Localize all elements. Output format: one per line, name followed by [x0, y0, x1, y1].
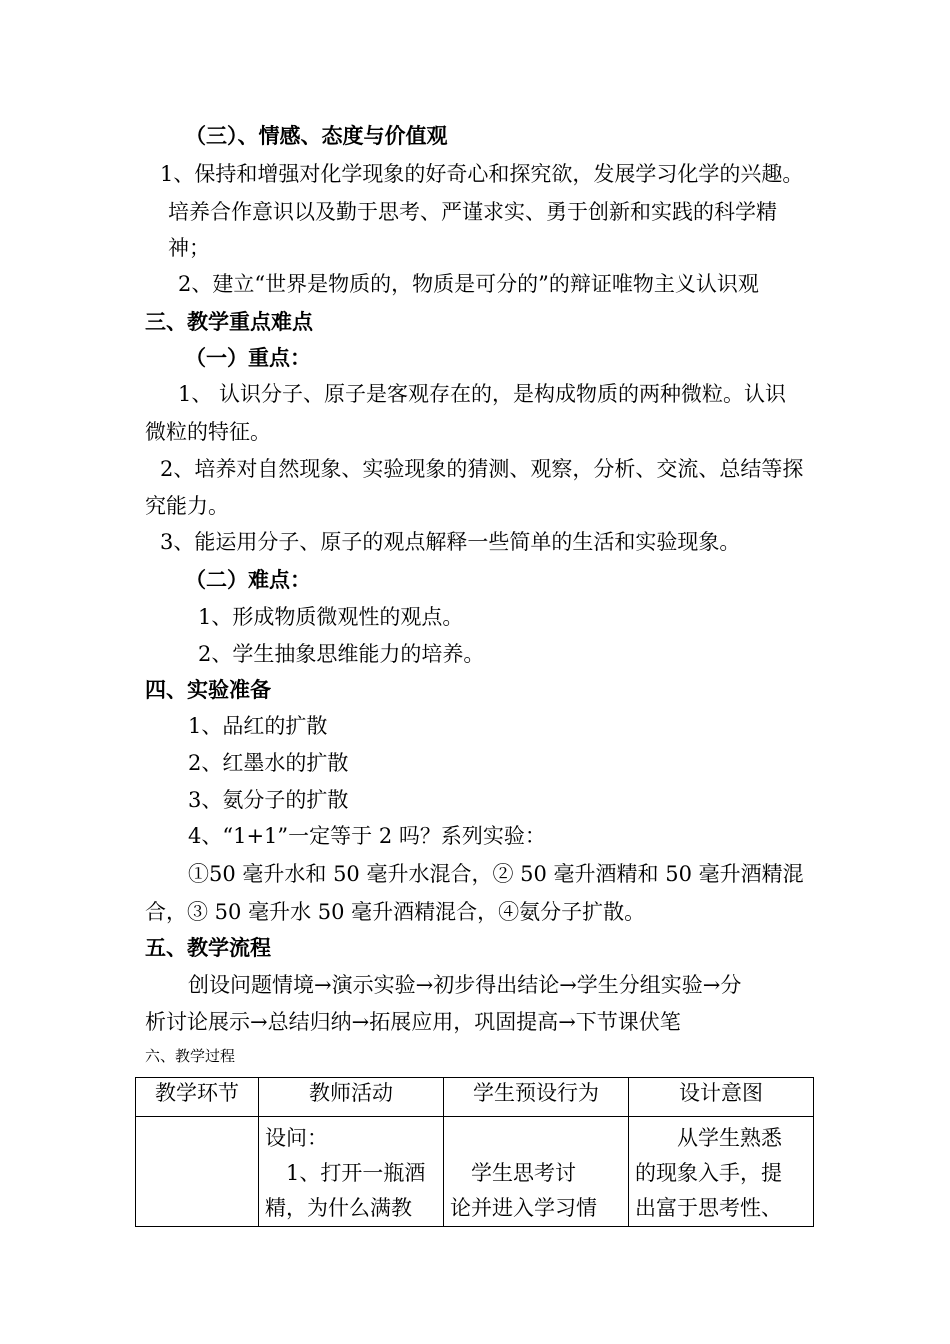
section-heading: 四、实验准备: [145, 677, 271, 702]
cell-line: 学生思考讨: [450, 1161, 576, 1185]
teaching-process-table: [135, 1077, 814, 1227]
cell-line: 出富于思考性、: [635, 1196, 782, 1220]
paragraph-line: 创设问题情境→演示实验→初步得出结论→学生分组实验→分: [188, 973, 742, 997]
paragraph-line: 2、培养对自然现象、实验现象的猜测、观察，分析、交流、总结等探: [160, 457, 804, 481]
list-item: 2、红墨水的扩散: [188, 751, 349, 775]
subsection-title: （一）重点：: [185, 345, 311, 370]
table-header-row: [136, 1078, 814, 1117]
paragraph-line: 培养合作意识以及勤于思考、严谨求实、勇于创新和实践的科学精: [168, 200, 777, 224]
section-heading: 三、教学重点难点: [145, 309, 313, 334]
paragraph-line: 3、能运用分子、原子的观点解释一些简单的生活和实验现象。: [160, 530, 741, 554]
paragraph-line: 神；: [168, 236, 210, 260]
cell-line: 的现象入手，提: [635, 1161, 782, 1185]
section-heading: 五、教学流程: [145, 935, 271, 960]
list-item: 合，③ 50 毫升水 50 毫升酒精混合，④氨分子扩散。: [145, 900, 646, 924]
teacher-activity-cell: [259, 1117, 444, 1227]
cell-line: 精，为什么满教: [265, 1196, 412, 1220]
paragraph-line: 1、保持和增强对化学现象的好奇心和探究欲，发展学习化学的兴趣。: [160, 162, 804, 186]
list-item: 3、氨分子的扩散: [188, 788, 349, 812]
paragraph-line: 2、建立“世界是物质的，物质是可分的”的辩证唯物主义认识观: [178, 272, 759, 296]
list-item: ①50 毫升水和 50 毫升水混合，② 50 毫升酒精和 50 毫升酒精混: [188, 862, 804, 886]
list-item: 4、“1+1”一定等于 2 吗？系列实验：: [188, 824, 546, 848]
design-intent-cell: [629, 1117, 814, 1227]
list-item: 1、品红的扩散: [188, 714, 328, 738]
student-behavior-cell: [444, 1117, 629, 1227]
paragraph-line: 究能力。: [145, 494, 229, 518]
header-cell: 教学环节: [136, 1078, 259, 1117]
section-heading-small: 六、教学过程: [145, 1047, 236, 1065]
paragraph-line: 1、形成物质微观性的观点。: [198, 605, 464, 629]
cell-line: 从学生熟悉: [635, 1126, 782, 1150]
paragraph-line: 析讨论展示→总结归纳→拓展应用，巩固提高→下节课伏笔: [145, 1010, 681, 1034]
cell-line: [444, 1117, 628, 1156]
stage-cell: [136, 1117, 259, 1227]
cell-line: 1、打开一瓶酒: [265, 1161, 426, 1185]
header-cell: 设计意图: [629, 1078, 814, 1117]
paragraph-line: 1、 认识分子、原子是客观存在的，是构成物质的两种微粒。认识: [178, 382, 787, 406]
paragraph-line: 微粒的特征。: [145, 420, 271, 444]
paragraph-line: 2、学生抽象思维能力的培养。: [198, 642, 485, 666]
header-cell: 学生预设行为: [444, 1078, 629, 1117]
section-3-subtitle: （三）、情感、态度与价值观: [185, 123, 448, 148]
cell-line: 设问：: [265, 1126, 328, 1150]
header-cell: 教师活动: [259, 1078, 444, 1117]
cell-line: 论并进入学习情: [450, 1196, 597, 1220]
subsection-title: （二）难点：: [185, 567, 311, 592]
table-row: [136, 1117, 814, 1227]
